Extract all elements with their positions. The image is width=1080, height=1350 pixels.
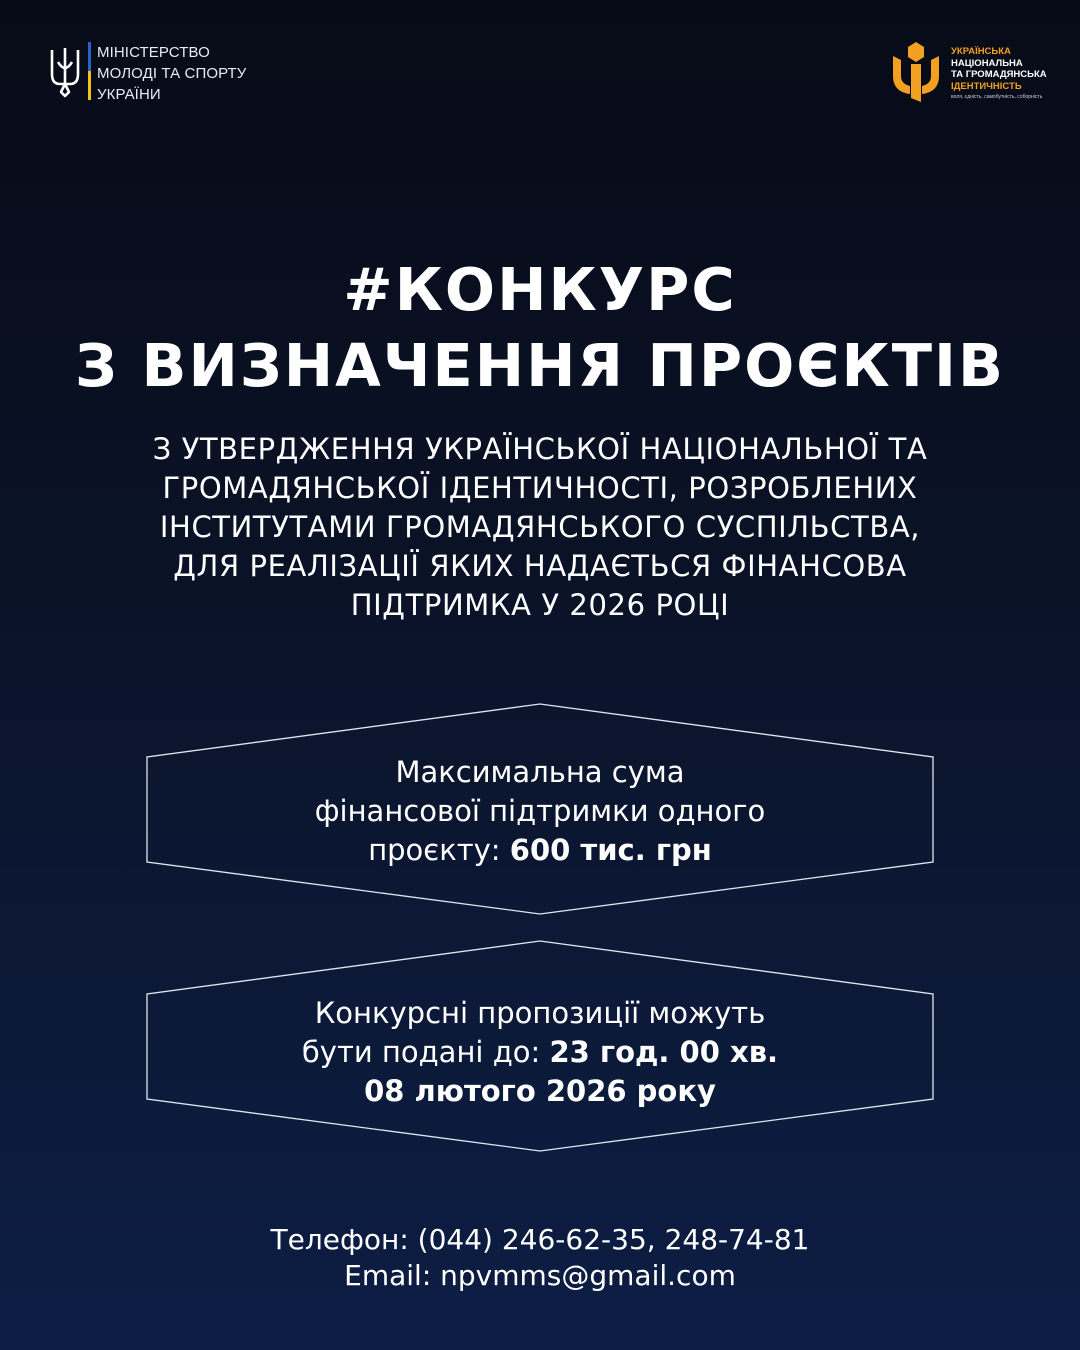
max-amount-value: 600 тис. грн xyxy=(509,833,712,867)
box-line xyxy=(146,1072,934,1111)
ministry-name-line: МОЛОДІ ТА СПОРТУ xyxy=(97,65,247,82)
ministry-name-line: УКРАЇНИ xyxy=(97,86,161,103)
box-line-prefix: бути подані до: xyxy=(301,1035,550,1069)
max-amount-text xyxy=(146,753,934,870)
identity-name-line: НАЦІОНАЛЬНА xyxy=(951,57,1023,69)
title-line: З ВИЗНАЧЕННЯ ПРОЄКТІВ xyxy=(75,331,1005,400)
subtitle-line: З УТВЕРДЖЕННЯ УКРАЇНСЬКОЇ НАЦІОНАЛЬНОЇ ТА xyxy=(152,432,928,466)
identity-name-line: УКРАЇНСЬКА xyxy=(951,46,1011,57)
identity-name-line: ІДЕНТИЧНІСТЬ xyxy=(951,80,1022,92)
box-line xyxy=(146,831,934,870)
deadline-time: 23 год. 00 хв. xyxy=(549,1035,779,1069)
subtitle-line: ДЛЯ РЕАЛІЗАЦІЇ ЯКИХ НАДАЄТЬСЯ ФІНАНСОВА xyxy=(173,549,907,583)
title-line: #КОНКУРС xyxy=(343,255,737,324)
identity-logo xyxy=(890,42,1047,102)
contacts xyxy=(0,1222,1080,1294)
identity-name-line: ТА ГРОМАДЯНСЬКА xyxy=(951,69,1047,80)
identity-emblem-icon xyxy=(890,42,942,102)
deadline-date: 08 лютого 2026 року xyxy=(364,1074,716,1108)
identity-tagline: воля, єдність, самобутність, соборність xyxy=(951,94,1043,100)
ministry-name-line: МІНІСТЕРСТВО xyxy=(97,44,210,61)
max-amount-box xyxy=(146,703,934,915)
contact-phone: Телефон: (044) 246-62-35, 248-74-81 xyxy=(270,1223,810,1256)
subtitle-line: ІНСТИТУТАМИ ГРОМАДЯНСЬКОГО СУСПІЛЬСТВА, xyxy=(159,510,921,544)
contact-email: Email: npvmms@gmail.com xyxy=(344,1259,736,1292)
subtitle xyxy=(60,430,1020,625)
ua-flag-bar xyxy=(88,42,91,100)
ministry-logo xyxy=(48,42,246,105)
ministry-name xyxy=(97,42,246,105)
subtitle-line: ГРОМАДЯНСЬКОЇ ІДЕНТИЧНОСТІ, РОЗРОБЛЕНИХ xyxy=(162,471,918,505)
box-line: Конкурсні пропозиції можуть xyxy=(314,996,766,1030)
box-line xyxy=(146,1033,934,1072)
page-title xyxy=(0,252,1080,404)
subtitle-line: ПІДТРИМКА У 2026 РОЦІ xyxy=(350,588,730,622)
deadline-box xyxy=(146,940,934,1152)
identity-name xyxy=(951,46,1047,101)
box-line-prefix: проєкту: xyxy=(368,833,510,867)
box-line: Максимальна сума xyxy=(395,755,685,789)
deadline-text xyxy=(146,994,934,1111)
box-line: фінансової підтримки одного xyxy=(314,794,766,828)
trident-icon xyxy=(48,44,82,98)
